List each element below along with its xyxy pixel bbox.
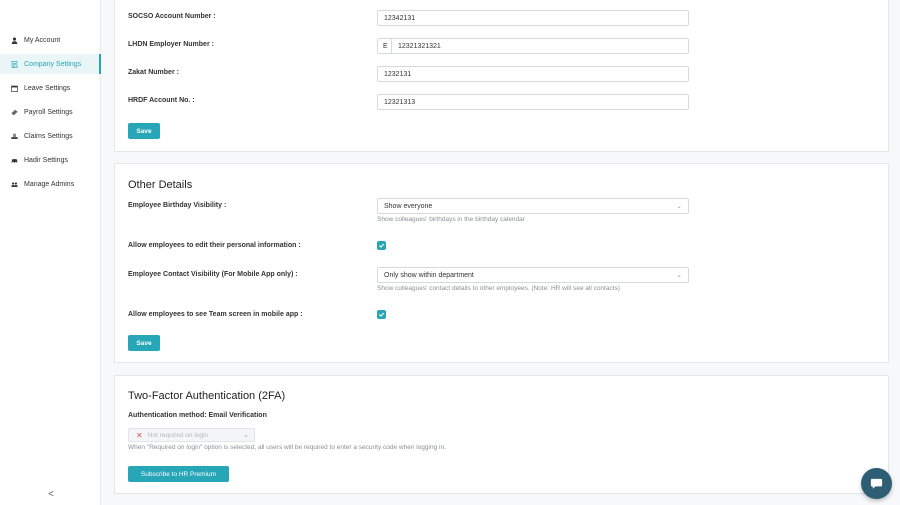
hrdf-value: 12321313: [384, 98, 416, 106]
hrdf-label: HRDF Account No. :: [128, 97, 195, 104]
sidebar-item-claims-settings[interactable]: [0, 126, 101, 146]
lhdn-prefix: E: [378, 39, 392, 53]
birthday-visibility-value: Show everyone: [384, 202, 433, 210]
sidebar-item-label: Leave Settings: [24, 84, 71, 92]
zakat-input[interactable]: [377, 66, 689, 82]
sidebar-item-label: Manage Admins: [24, 180, 75, 188]
edit-info-checkbox[interactable]: [377, 241, 386, 250]
save-button[interactable]: Save: [128, 123, 160, 139]
chat-bubble-icon: [869, 476, 884, 491]
lhdn-input[interactable]: [377, 38, 689, 54]
sidebar-item-payroll-settings[interactable]: [0, 102, 101, 122]
money-icon: [11, 109, 18, 116]
chevron-down-icon: ⌄: [676, 272, 682, 279]
checkmark-icon: [378, 242, 385, 249]
user-icon: [11, 37, 18, 44]
sidebar-item-hadir-settings[interactable]: [0, 150, 101, 170]
team-screen-checkbox[interactable]: [377, 310, 386, 319]
sidebar: [0, 0, 101, 505]
hrdf-input[interactable]: [377, 94, 689, 110]
sidebar-item-label: Company Settings: [24, 60, 82, 68]
card-title: Two-Factor Authentication (2FA): [128, 390, 286, 402]
collapse-sidebar-button[interactable]: <: [48, 488, 54, 500]
subscribe-premium-button[interactable]: Subscribe to HR Premium: [128, 466, 229, 482]
document-icon: [11, 61, 18, 68]
contact-visibility-select[interactable]: [377, 267, 689, 283]
sidebar-item-label: Claims Settings: [24, 132, 73, 140]
two-factor-card: [114, 375, 889, 494]
chat-button[interactable]: [861, 468, 892, 499]
close-icon: ✕: [136, 430, 143, 440]
calendar-icon: [11, 85, 18, 92]
sidebar-item-label: My Account: [24, 36, 61, 44]
checkmark-icon: [378, 311, 385, 318]
socso-value: 12342131: [384, 14, 416, 22]
zakat-value: 1232131: [384, 70, 412, 78]
users-icon: [11, 181, 18, 188]
edit-info-label: Allow employees to edit their personal information :: [128, 242, 301, 249]
zakat-label: Zakat Number :: [128, 69, 179, 76]
card-title: Other Details: [128, 179, 193, 191]
two-factor-hint: When "Required on login" option is selected, all users will be required to enter a security code when logging in.: [128, 444, 446, 451]
sidebar-item-company-settings[interactable]: [0, 54, 101, 74]
receipt-icon: [11, 133, 18, 140]
contact-visibility-hint: Show colleagues' contact details to other employees. (Note: HR will see all contacts): [377, 285, 620, 292]
save-button[interactable]: Save: [128, 335, 160, 351]
auth-method-label: Authentication method: Email Verification: [128, 412, 267, 419]
sidebar-item-leave-settings[interactable]: [0, 78, 101, 98]
birthday-visibility-hint: Show colleagues' birthdays in the birthday calendar: [377, 216, 525, 223]
team-screen-label: Allow employees to see Team screen in mobile app :: [128, 311, 303, 318]
chevron-down-icon: ⌄: [243, 432, 249, 439]
birthday-visibility-label: Employee Birthday Visibility :: [128, 202, 227, 209]
birthday-visibility-select[interactable]: [377, 198, 689, 214]
contact-visibility-label: Employee Contact Visibility (For Mobile App only) :: [128, 271, 298, 278]
socso-label: SOCSO Account Number :: [128, 13, 216, 20]
sidebar-item-my-account[interactable]: [0, 30, 101, 50]
other-details-card: [114, 163, 889, 363]
car-icon: [11, 157, 18, 164]
contact-visibility-value: Only show within department: [384, 271, 474, 279]
auth-requirement-select: [128, 428, 255, 442]
sidebar-item-manage-admins[interactable]: [0, 174, 101, 194]
statutory-card: [114, 0, 889, 152]
auth-requirement-value: Not required on login: [147, 431, 209, 439]
sidebar-item-label: Payroll Settings: [24, 108, 73, 116]
sidebar-item-label: Hadir Settings: [24, 156, 68, 164]
lhdn-label: LHDN Employer Number :: [128, 41, 214, 48]
lhdn-value: 12321321321: [398, 42, 441, 50]
main-content: [101, 0, 900, 505]
chevron-down-icon: ⌄: [676, 203, 682, 210]
socso-input[interactable]: [377, 10, 689, 26]
